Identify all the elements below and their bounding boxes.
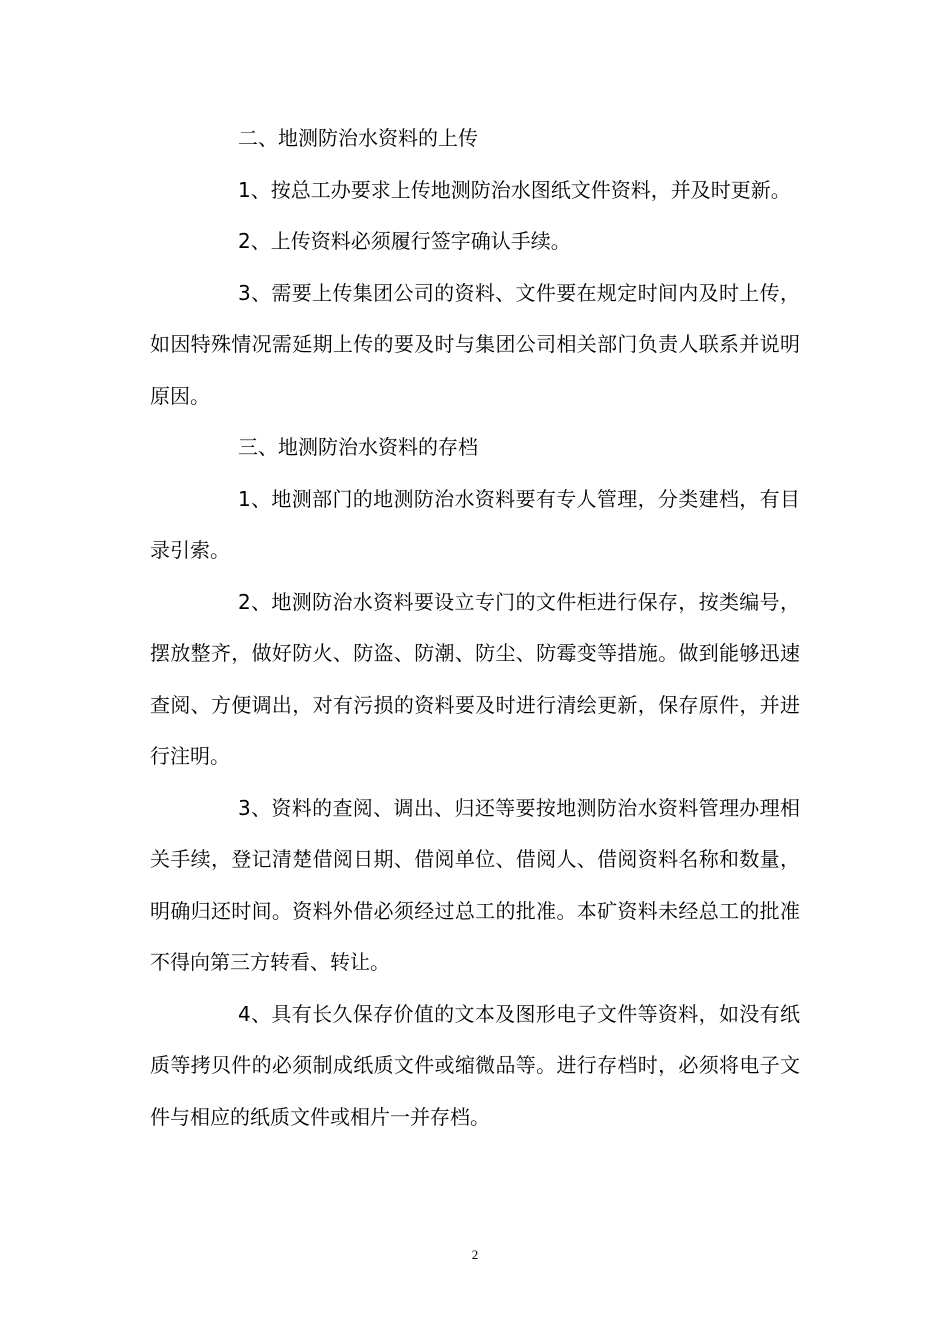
section-heading-archive: 三、地测防治水资料的存档: [238, 435, 478, 459]
paragraph-archive-2: 2、地测防治水资料要设立专门的文件柜进行保存，按类编号，摆放整齐，做好防火、防盗、防潮、防尘、防霉变等措施。做到能够迅速查阅、方便调出，对有污损的资料要及时进行清绘更新，保存原件，并进行注明。: [150, 589, 800, 768]
paragraph-upload-3: 3、需要上传集团公司的资料、文件要在规定时间内及时上传，如因特殊情况需延期上传的要及时与集团公司相关部门负责人联系并说明原因。: [150, 280, 800, 408]
paragraph-upload-2: 2、上传资料必须履行签字确认手续。: [238, 229, 571, 253]
paragraph-archive-4: 4、具有长久保存价值的文本及图形电子文件等资料，如没有纸质等拷贝件的必须制成纸质文件或缩微品等。进行存档时，必须将电子文件与相应的纸质文件或相片一并存档。: [150, 1001, 800, 1129]
page-number: 2: [471, 1247, 479, 1262]
section-heading-upload: 二、地测防治水资料的上传: [238, 126, 478, 150]
paragraph-upload-1: 1、按总工办要求上传地测防治水图纸文件资料，并及时更新。: [238, 177, 791, 202]
document-body: [150, 113, 800, 1143]
paragraph-archive-1: 1、地测部门的地测防治水资料要有专人管理，分类建档，有目录引索。: [150, 486, 800, 562]
paragraph-archive-3: 3、资料的查阅、调出、归还等要按地测防治水资料管理办理相关手续，登记清楚借阅日期、借阅单位、借阅人、借阅资料名称和数量，明确归还时间。资料外借必须经过总工的批准。本矿资料未经总工的批准不得向第三方转看、转让。: [150, 795, 800, 974]
